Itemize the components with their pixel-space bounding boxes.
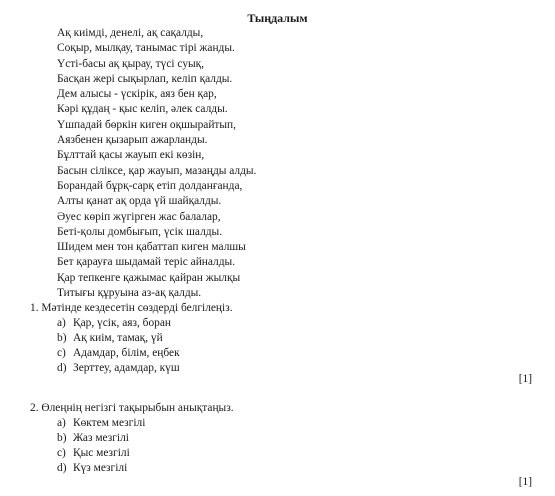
option-text: Көктем мезгілі: [73, 417, 146, 429]
option-letter: d): [57, 362, 67, 374]
question-1-option-d[interactable]: [57, 361, 180, 376]
option-letter: a): [57, 317, 66, 329]
option-text: Адамдар, білім, еңбек: [73, 347, 180, 359]
option-letter: c): [57, 447, 66, 459]
poem-line: Ақ киімді, денелі, ақ сақалды,: [57, 27, 204, 39]
poem-line: Үсті-басы ақ қырау, түсі суық,: [57, 57, 205, 70]
poem-line: Бет қарауға шыдамай теріс айналды.: [57, 256, 236, 269]
option-text: Қыс мезгілі: [73, 447, 130, 459]
poem-line: Үшпадай бөркін киген оқшырайтып,: [57, 118, 236, 131]
question-2-options: [57, 416, 145, 476]
question-1-option-b[interactable]: [57, 331, 180, 346]
option-letter: b): [57, 432, 67, 444]
poem-line: Қар тепкенге қажымас қайран жылқы: [57, 271, 241, 284]
question-2-option-d[interactable]: [57, 461, 145, 476]
question-1-options: [57, 316, 180, 376]
question-2-mark: [1]: [518, 476, 532, 488]
question-2-option-c[interactable]: [57, 446, 145, 461]
poem-line: Шидем мен тон қабаттап киген малшы: [57, 241, 246, 254]
option-text: Жаз мезгілі: [73, 432, 129, 444]
poem-line: Әуес көріп жүгірген жас балалар,: [57, 210, 221, 223]
question-2-option-a[interactable]: [57, 416, 145, 431]
question-2-text: 2. Өлеңнің негізгі тақырыбын анықтаңыз.: [30, 402, 234, 414]
option-letter: d): [57, 462, 67, 474]
question-1-text: 1. Мәтінде кездесетін сөздерді белгілеңіз.: [30, 302, 233, 314]
poem-line: Басқан жері сықырлап, келіп қалды.: [57, 72, 233, 85]
poem-line: Басын сіліксе, қар жауып, мазаңды алды.: [57, 164, 257, 177]
option-text: Зерттеу, адамдар, күш: [73, 362, 180, 374]
option-text: Күз мезгілі: [73, 462, 128, 474]
poem-line: Титығы құруына аз-ақ қалды.: [57, 287, 202, 300]
option-letter: a): [57, 417, 66, 429]
poem-line: Аязбенен қызарып ажарланды.: [57, 134, 208, 147]
poem-line: Бұлттай қасы жауып екі көзін,: [57, 149, 205, 162]
question-1-option-c[interactable]: [57, 346, 180, 361]
question-1-option-a[interactable]: [57, 316, 180, 331]
document-title: Тыңдалым: [247, 11, 308, 25]
poem-line: Соқыр, мылқау, танымас тірі жанды.: [57, 42, 235, 55]
poem-line: Дем алысы - үскірік, аяз бен қар,: [57, 88, 217, 101]
option-text: Ақ киім, тамақ, үй: [73, 332, 163, 344]
poem-line: Борандай бұрқ-сарқ етіп долданғанда,: [57, 179, 243, 192]
option-letter: b): [57, 332, 67, 344]
poem-line: Беті-қолы домбығып, үсік шалды.: [57, 225, 223, 238]
option-text: Қар, үсік, аяз, боран: [73, 317, 172, 329]
poem-line: Алты қанат ақ орда үй шайқалды.: [57, 195, 222, 208]
question-2-option-b[interactable]: [57, 431, 145, 446]
poem-line: Кәрі құдаң - қыс келіп, әлек салды.: [57, 103, 228, 116]
poem-text: [57, 26, 256, 301]
option-letter: c): [57, 347, 66, 359]
question-1-mark: [1]: [518, 373, 532, 385]
